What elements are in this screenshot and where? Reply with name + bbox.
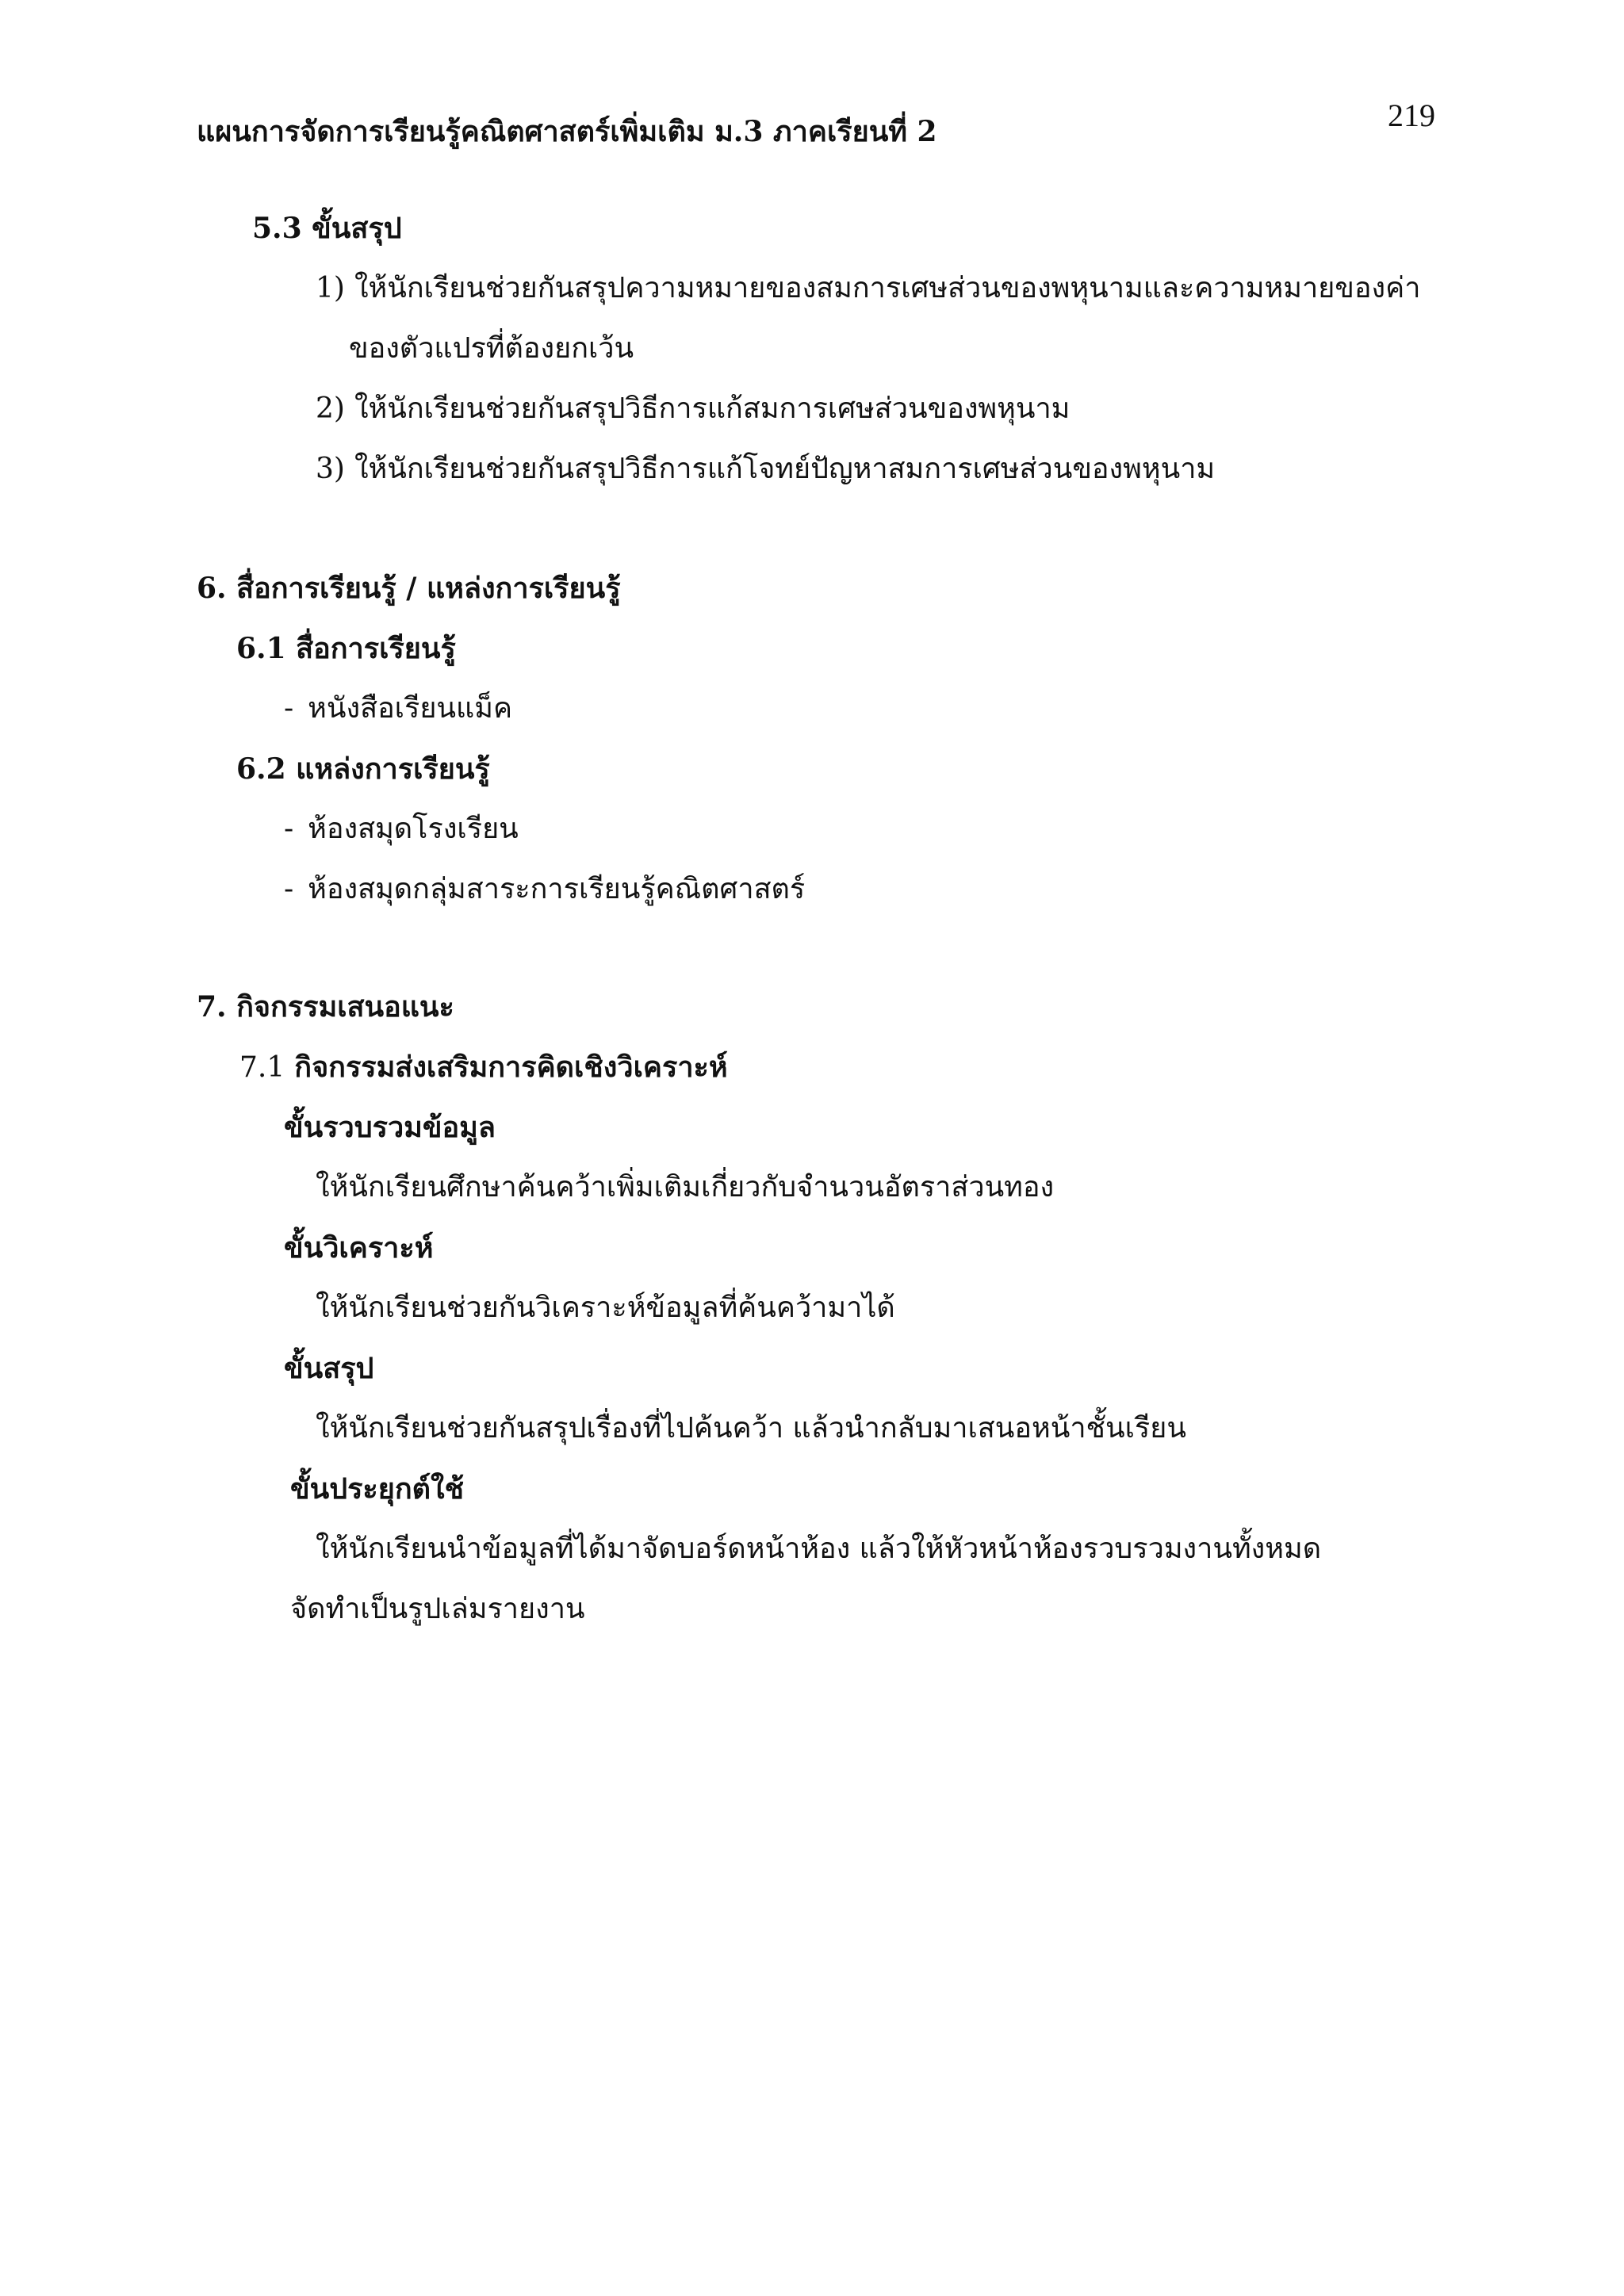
item-number: 2) (316, 392, 345, 425)
step-4-text: ให้นักเรียนนำข้อมูลที่ได้มาจัดบอร์ดหน้าห้อง แล้วให้หัวหน้าห้องรวบรวมงานทั้งหมด (316, 1533, 1322, 1565)
item-text: ให้นักเรียนช่วยกันสรุปวิธีการแก้สมการเศษส่วนของพหุนาม (354, 392, 1071, 425)
step-4-title: ขั้นประยุกต์ใช้ (290, 1472, 465, 1506)
subsection-title: กิจกรรมส่งเสริมการคิดเชิงวิเคราะห์ (294, 1050, 728, 1084)
section-5-3-item-2 (316, 390, 1070, 428)
bullet-dash: - (284, 873, 294, 905)
item-number: 1) (316, 272, 345, 304)
document-header-title: แผนการจัดการเรียนรู้คณิตศาสตร์เพิ่มเติม ม.3 ภาคเรียนที่ 2 (197, 115, 937, 148)
section-6-1-item-1 (284, 690, 512, 728)
step-2-title: ขั้นวิเคราะห์ (284, 1231, 434, 1265)
step-3-text: ให้นักเรียนช่วยกันสรุปเรื่องที่ไปค้นคว้า แล้วนำกลับมาเสนอหน้าชั้นเรียน (316, 1412, 1186, 1445)
section-5-3-heading: 5.3 ขั้นสรุป (252, 212, 402, 245)
step-1-title: ขั้นรวบรวมข้อมูล (284, 1111, 496, 1144)
item-text: ให้นักเรียนช่วยกันสรุปวิธีการแก้โจทย์ปัญหาสมการเศษส่วนของพหุนาม (354, 453, 1216, 485)
section-6-2-heading: 6.2 แหล่งการเรียนรู้ (236, 752, 490, 786)
section-5-3-item-1-continuation: ของตัวแปรที่ต้องยกเว้น (349, 332, 634, 365)
item-text: ห้องสมุดโรงเรียน (308, 813, 519, 845)
item-number: 3) (316, 453, 345, 485)
section-6-2-item-2 (284, 871, 805, 909)
section-6-1-heading: 6.1 สื่อการเรียนรู้ (236, 632, 456, 665)
section-5-3-item-1 (316, 270, 1420, 308)
step-3-title: ขั้นสรุป (284, 1352, 374, 1385)
section-7-heading: 7. กิจกรรมเสนอแนะ (197, 990, 454, 1024)
step-1-text: ให้นักเรียนศึกษาค้นคว้าเพิ่มเติมเกี่ยวกับจำนวนอัตราส่วนทอง (316, 1171, 1055, 1203)
step-2-text: ให้นักเรียนช่วยกันวิเคราะห์ข้อมูลที่ค้นคว้ามาได้ (316, 1292, 895, 1324)
step-4-text-continuation: จัดทำเป็นรูปเล่มรายงาน (290, 1593, 585, 1625)
section-5-3-item-3 (316, 450, 1215, 488)
item-text: ห้องสมุดกลุ่มสาระการเรียนรู้คณิตศาสตร์ (308, 873, 806, 905)
section-7-1-heading (239, 1048, 728, 1087)
bullet-dash: - (284, 692, 294, 725)
section-6-heading: 6. สื่อการเรียนรู้ / แหล่งการเรียนรู้ (197, 572, 621, 605)
page-number: 219 (1388, 98, 1435, 133)
bullet-dash: - (284, 813, 294, 845)
subsection-number: 7.1 (239, 1051, 285, 1084)
item-text: ให้นักเรียนช่วยกันสรุปความหมายของสมการเศษส่วนของพหุนามและความหมายของค่า (354, 272, 1421, 304)
section-6-2-item-1 (284, 810, 519, 848)
item-text: หนังสือเรียนแม็ค (308, 692, 513, 725)
